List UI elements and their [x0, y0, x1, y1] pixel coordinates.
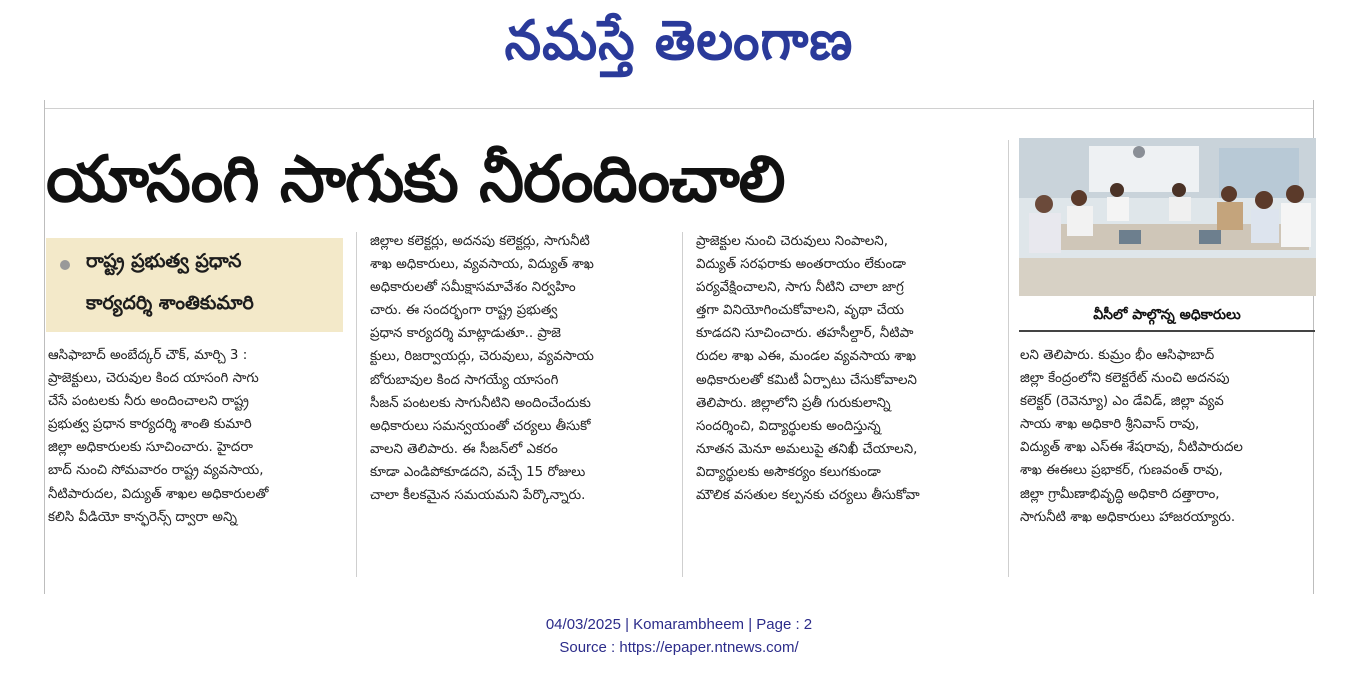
text-line: తెలిపారు. జిల్లాలోని ప్రతీ గురుకులాన్ని [696, 395, 891, 411]
column-divider [356, 232, 357, 577]
text-line: అధికారులతో కమిటీ ఏర్పాటు చేసుకోవాలని [696, 372, 917, 388]
text-line: బాద్ నుంచి సోమవారం రాష్ట్ర వ్యవసాయ, [48, 463, 264, 479]
text-line: శాఖ అధికారులు, వ్యవసాయ, విద్యుత్ శాఖ [370, 257, 594, 273]
text-line: జిల్లాల కలెక్టర్లు, అదనపు కలెక్టర్లు, సాగునీటి [370, 234, 590, 249]
text-line: ప్రభుత్వ ప్రధాన కార్యదర్శి శాంతి కుమారి [48, 417, 252, 433]
text-line: అధికారులు సమన్వయంతో చర్యలు తీసుకో [370, 418, 591, 434]
text-line: ప్రాజెక్టులు, చెరువుల కింద యాసంగి సాగు [48, 371, 259, 387]
footer-source: Source : https://epaper.ntnews.com/ [559, 639, 799, 656]
article-column-1 [48, 344, 344, 529]
text-line: ప్రధాన కార్యదర్శి మాట్లాడుతూ.. ప్రాజె [370, 326, 561, 342]
masthead [0, 4, 1358, 78]
text-line: క్టులు, రిజర్వాయర్లు, చెరువులు, వ్యవసాయ [370, 349, 594, 365]
text-line: అధికారులతో సమీక్షాసమావేశం నిర్వహిం [370, 280, 576, 296]
text-line: చాలా కీలకమైన సమయమని పేర్కొన్నారు. [370, 488, 586, 504]
top-divider [44, 108, 1314, 109]
text-line: పర్యవేక్షించాలని, సాగు నీటిని చాలా జాగ్ర [696, 280, 904, 296]
article-column-3 [696, 230, 996, 507]
text-line: లని తెలిపారు. కుమ్రం భీం ఆసిఫాబాద్ [1020, 348, 1215, 363]
text-line: నీటిపారుదల, విద్యుత్ శాఖల అధికారులతో [48, 486, 269, 502]
text-line: సాగునీటి శాఖ అధికారులు హాజరయ్యారు. [1020, 509, 1236, 525]
text-line: సాయ శాఖ అధికారి శ్రీనివాస్ రావు, [1020, 417, 1200, 433]
text-line: ఆసిఫాబాద్ అంబేద్కర్ చౌక్, మార్చి 3 : [48, 348, 248, 363]
text-line: మౌలిక వసతుల కల్పనకు చర్యలు తీసుకోవా [696, 488, 920, 504]
text-line: ప్రాజెక్టుల నుంచి చెరువులు నింపాలని, [696, 234, 888, 249]
meeting-photo [1019, 138, 1316, 296]
text-line: చేసే పంటలకు నీరు అందించాలని రాష్ట్ర [48, 394, 249, 410]
text-line: సీజన్ పంటలకు సాగునీటిని అందించేందుకు [370, 395, 591, 411]
text-line: చారు. ఈ సందర్భంగా రాష్ట్ర ప్రభుత్వ [370, 303, 558, 319]
text-line: విద్యార్థులకు అసౌకర్యం కలుగకుండా [696, 464, 881, 480]
subhead-line-1: రాష్ట్ర ప్రభుత్వ ప్రధాన [86, 250, 242, 272]
bullet-icon [60, 260, 70, 270]
text-line: జిల్లా కేంద్రంలోని కలెక్టరేట్ నుంచి అదనపు [1020, 371, 1230, 387]
text-line: కలిసి వీడియో కాన్ఫరెన్స్ ద్వారా అన్ని [48, 509, 237, 525]
text-line: వాలని తెలిపారు. ఈ సీజన్‌లో ఎకరం [370, 441, 558, 457]
subhead-box [46, 238, 343, 332]
text-line: కూడదని సూచించారు. తహసీల్దార్, నీటిపా [696, 326, 914, 342]
text-line: త్తగా వినియోగించుకోవాలని, వృథా చేయ [696, 303, 904, 319]
text-line: విద్యుత్ శాఖ ఎస్ఈ శేషరావు, నీటిపారుదల [1020, 440, 1243, 456]
article-column-2 [370, 230, 668, 507]
subhead-line-2: కార్యదర్శి శాంతికుమారి [86, 292, 254, 314]
text-line: సందర్శించి, విద్యార్థులకు అందిస్తున్న [696, 418, 881, 434]
text-line: కూడా ఎండిపోకూడదని, వచ్చే 15 రోజులు [370, 464, 586, 480]
left-border [44, 100, 45, 594]
text-line: విద్యుత్ సరఫరాకు అంతరాయం లేకుండా [696, 257, 906, 273]
footer-dateline: 04/03/2025 | Komarambheem | Page : 2 [545, 616, 813, 633]
article-headline: యాసంగి సాగుకు నీరందించాలి [46, 143, 785, 217]
text-line: శాఖ ఈఈలు ప్రభాకర్, గుణవంత్ రావు, [1020, 463, 1223, 479]
meeting-photo-illustration [1019, 138, 1316, 296]
text-line: జిల్లా గ్రామీణాభివృద్ధి అధికారి దత్తారాం, [1020, 486, 1220, 502]
masthead-title: నమస్తే తెలంగాణ [504, 9, 854, 73]
text-line: నూతన మెనూ అమలుపై తనిఖీ చేయాలని, [696, 441, 918, 457]
text-line: జిల్లా అధికారులకు సూచించారు. హైదరా [48, 440, 253, 456]
column-divider [682, 232, 683, 577]
text-line: రుదల శాఖ ఎఈ, మండల వ్యవసాయ శాఖ [696, 349, 917, 365]
text-line: కలెక్టర్ (రెవెన్యూ) ఎం డేవిడ్, జిల్లా వ్యవ [1020, 394, 1224, 410]
article-column-4 [1020, 344, 1310, 529]
photo-caption: వీసీలో పాల్గొన్న అధికారులు [1019, 300, 1315, 332]
column-divider [1008, 140, 1009, 577]
text-line: బోరుబావుల కింద సాగయ్యే యాసంగి [370, 372, 559, 388]
